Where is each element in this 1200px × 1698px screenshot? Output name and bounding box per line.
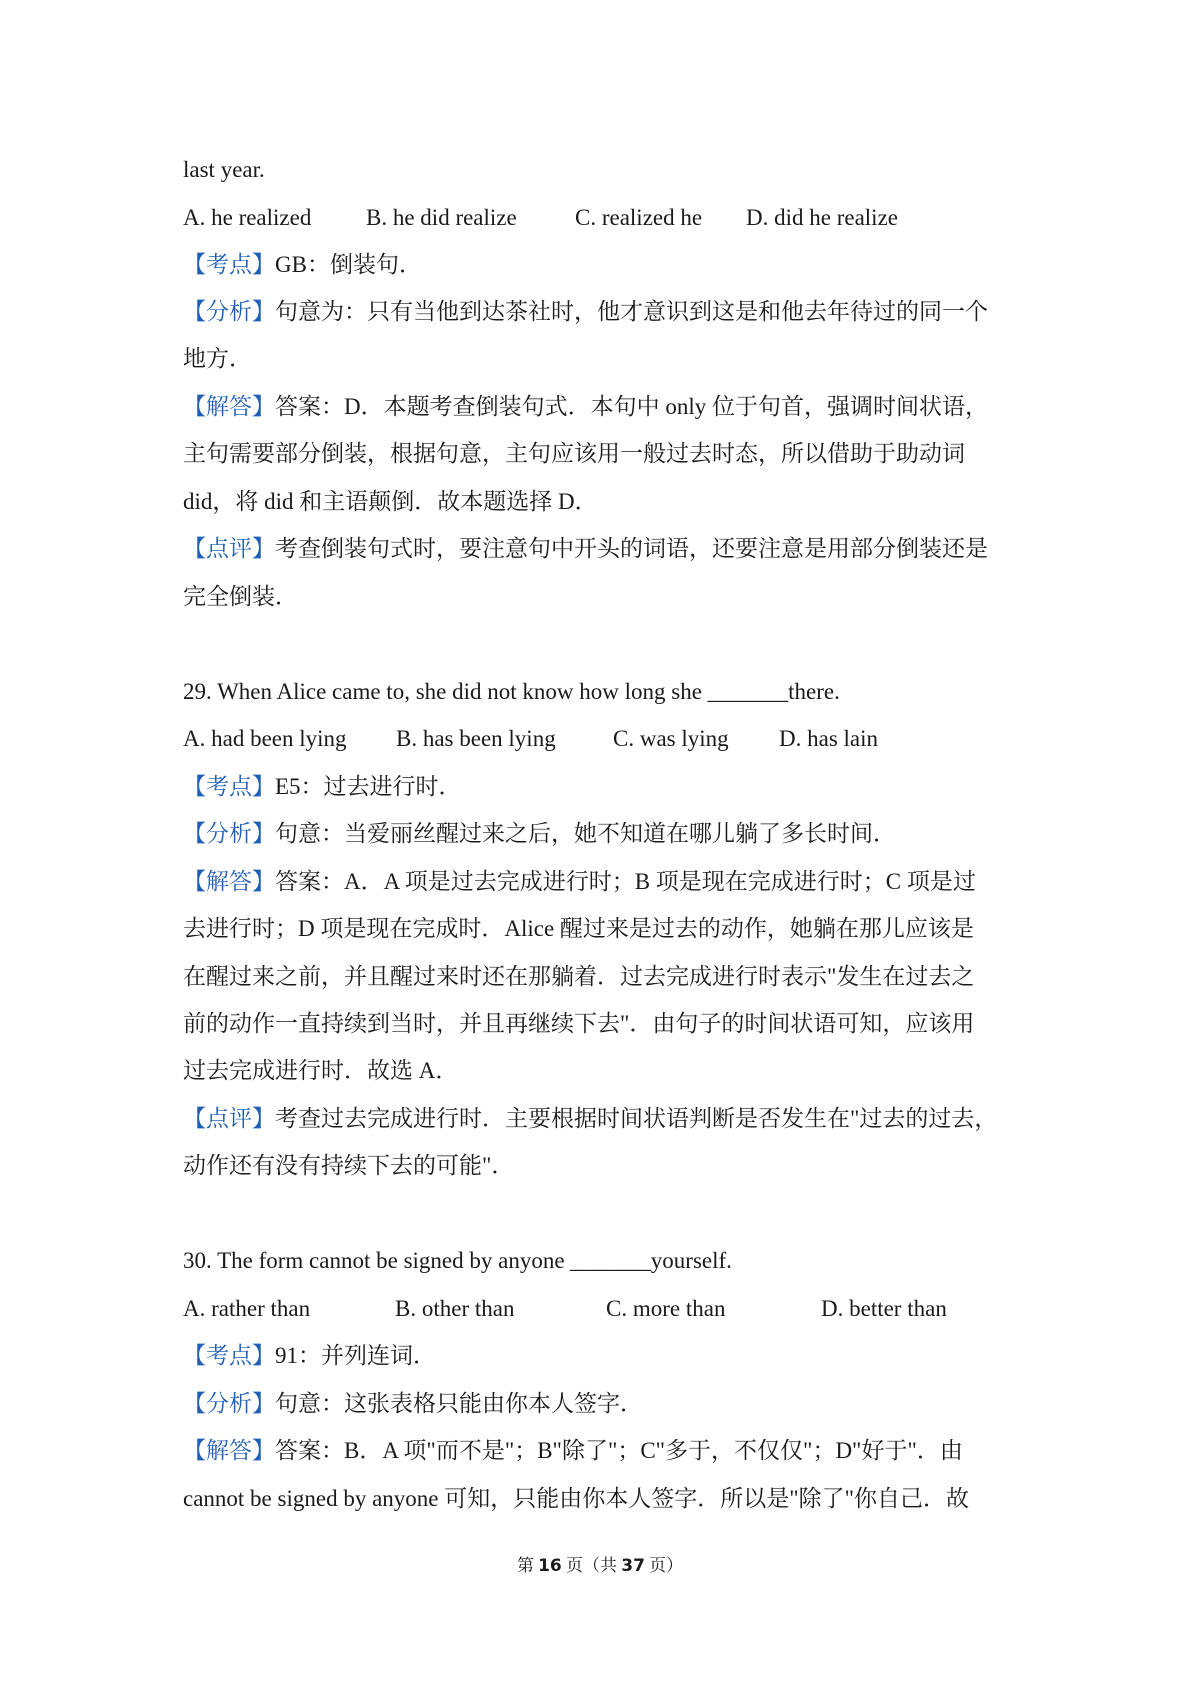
q29-options	[183, 723, 1023, 755]
dianping-tag: 【点评】	[183, 536, 275, 561]
q28-stem-end: last year.	[183, 157, 265, 182]
q29-kaodian	[183, 771, 1023, 803]
q28-option-a: A. he realized	[183, 205, 312, 230]
q30-option-c: C. more than	[606, 1296, 726, 1321]
q29-jieda-cont-2: 在醒过来之前，并且醒过来时还在那躺着．过去完成进行时表示"发生在过去之	[183, 964, 975, 989]
q29-option-c: C. was lying	[613, 726, 729, 751]
q29-dianping-cont: 动作还有没有持续下去的可能"．	[183, 1153, 515, 1178]
q30-fenxi	[183, 1388, 1023, 1420]
q30-option-a: A. rather than	[183, 1296, 311, 1321]
q28-jieda-cont-1: 主句需要部分倒装，根据句意，主句应该用一般过去时态，所以借助于助动词	[183, 441, 965, 466]
fenxi-tag: 【分析】	[183, 299, 275, 324]
q29-jieda-cont-3: 前的动作一直持续到当时，并且再继续下去"．由句子的时间状语可知，应该用	[183, 1011, 975, 1036]
q28-dianping-cont: 完全倒装．	[183, 584, 298, 609]
q29-option-a: A. had been lying	[183, 726, 347, 751]
q28-option-b: B. he did realize	[366, 205, 517, 230]
q29-jieda-cont-4: 过去完成进行时．故选 A．	[183, 1058, 459, 1083]
q28-dianping	[183, 533, 1023, 565]
footer-total-pages: 37	[621, 1556, 645, 1576]
kaodian-tag: 【考点】	[183, 252, 275, 277]
q28-fenxi-cont: 地方．	[183, 346, 252, 371]
q30-option-b: B. other than	[395, 1296, 515, 1321]
q29-option-d: D. has lain	[779, 726, 879, 751]
q29-option-b: B. has been lying	[396, 726, 556, 751]
q28-jieda-cont-2: did，将 did 和主语颠倒．故本题选择 D．	[183, 489, 598, 514]
q30-kaodian	[183, 1340, 1023, 1372]
kaodian-text: E5：过去进行时．	[275, 774, 462, 799]
footer-middle: 页（共	[566, 1556, 617, 1575]
footer-suffix: 页）	[649, 1556, 684, 1575]
kaodian-tag: 【考点】	[183, 774, 275, 799]
q30-stem: 30. The form cannot be signed by anyone _______yourself.	[183, 1248, 732, 1273]
q28-option-c: C. realized he	[575, 205, 703, 230]
fenxi-text: 句意为：只有当他到达茶社时，他才意识到这是和他去年待过的同一个	[275, 299, 988, 324]
jieda-text: 答案：A．A 项是过去完成进行时；B 项是现在完成进行时；C 项是过	[275, 869, 976, 894]
q28-option-d: D. did he realize	[746, 205, 898, 230]
q29-jieda-cont-1: 去进行时；D 项是现在完成时．Alice 醒过来是过去的动作，她躺在那儿应该是	[183, 916, 974, 941]
jieda-tag: 【解答】	[183, 869, 275, 894]
q30-option-d: D. better than	[821, 1296, 947, 1321]
jieda-text: 答案：B．A 项"而不是"；B"除了"；C"多于，不仅仅"；D"好于"．由	[275, 1438, 963, 1463]
page-footer	[0, 1554, 1200, 1578]
dianping-tag: 【点评】	[183, 1106, 275, 1131]
footer-page-number: 16	[538, 1556, 562, 1576]
q29-dianping	[183, 1103, 1023, 1135]
dianping-text: 考查倒装句式时，要注意句中开头的词语，还要注意是用部分倒装还是	[275, 536, 988, 561]
footer-prefix: 第	[516, 1556, 534, 1575]
q29-stem: 29. When Alice came to, she did not know how long she _______there.	[183, 679, 840, 704]
fenxi-tag: 【分析】	[183, 1391, 275, 1416]
dianping-text: 考查过去完成进行时．主要根据时间状语判断是否发生在"过去的过去，	[275, 1106, 998, 1131]
kaodian-tag: 【考点】	[183, 1343, 275, 1368]
q30-jieda-cont-1: cannot be signed by anyone 可知，只能由你本人签字．所以是"除了"你自己．故	[183, 1486, 970, 1511]
q28-fenxi	[183, 296, 1023, 328]
fenxi-text: 句意：这张表格只能由你本人签字．	[275, 1391, 643, 1416]
q30-jieda	[183, 1435, 1023, 1467]
kaodian-text: GB：倒装句．	[275, 252, 422, 277]
q28-kaodian	[183, 249, 1023, 281]
jieda-tag: 【解答】	[183, 1438, 275, 1463]
jieda-tag: 【解答】	[183, 394, 275, 419]
fenxi-tag: 【分析】	[183, 821, 275, 846]
q28-jieda	[183, 391, 1023, 423]
q30-options	[183, 1293, 1023, 1325]
q29-jieda	[183, 866, 1023, 898]
q28-options	[183, 202, 1023, 234]
fenxi-text: 句意：当爱丽丝醒过来之后，她不知道在哪儿躺了多长时间．	[275, 821, 896, 846]
kaodian-text: 91：并列连词．	[275, 1343, 436, 1368]
jieda-text: 答案：D．本题考查倒装句式．本句中 only 位于句首，强调时间状语，	[275, 394, 988, 419]
q29-fenxi	[183, 818, 1023, 850]
